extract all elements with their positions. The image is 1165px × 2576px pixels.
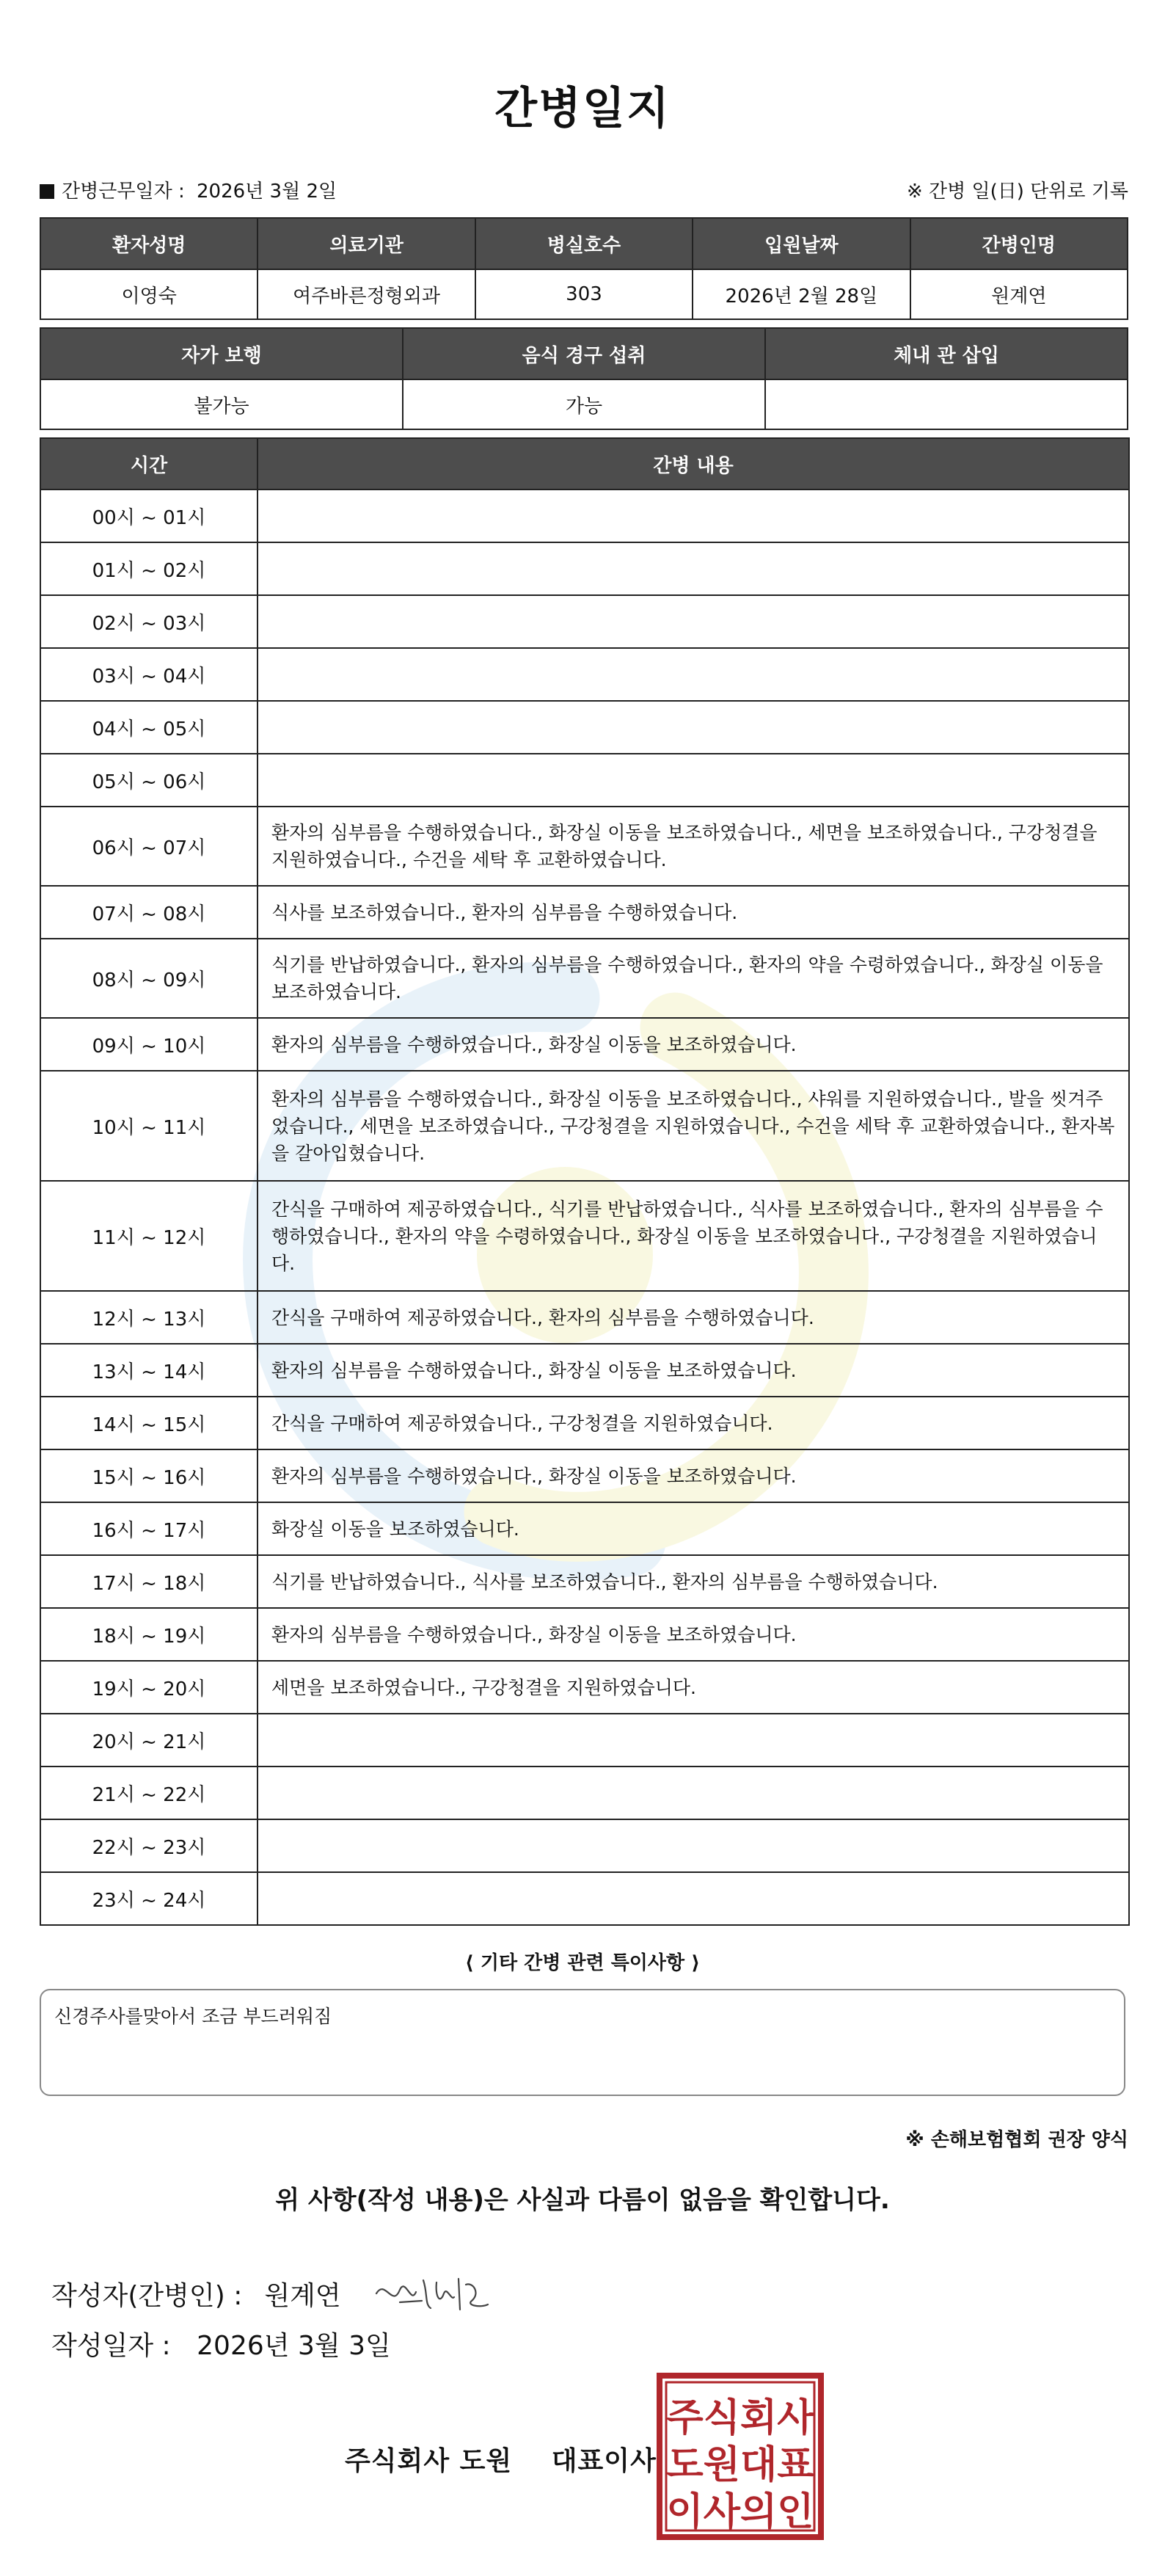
self-walking-value: 불가능	[40, 379, 403, 429]
care-log-content: 환자의 심부름을 수행하였습니다., 화장실 이동을 보조하였습니다.	[258, 1608, 1129, 1661]
header-caregiver-name: 간병인명	[910, 218, 1128, 269]
care-log-row	[40, 1291, 1129, 1344]
care-log-time: 05시 ~ 06시	[40, 754, 258, 807]
care-log-time: 15시 ~ 16시	[40, 1449, 258, 1502]
caregiver-name: 원계연	[910, 269, 1128, 319]
care-log-row	[40, 648, 1129, 701]
care-log-content: 간식을 구매하여 제공하였습니다., 구강청결을 지원하였습니다.	[258, 1397, 1129, 1449]
care-log-content: 환자의 심부름을 수행하였습니다., 화장실 이동을 보조하였습니다., 샤워를 지원하였습니다., 발을 씻겨주었습니다., 세면을 보조하였습니다., 구강청결을 지원하였습니다., 수건을 세탁 후 교환하였습니다., 환자복을 갈아입혔습니다.	[258, 1071, 1129, 1181]
room-number: 303	[475, 269, 693, 319]
company-line	[345, 2440, 657, 2478]
unit-note: ※ 간병 일(日) 단위로 기록	[906, 180, 1128, 203]
care-log-time: 04시 ~ 05시	[40, 701, 258, 754]
care-log-row	[40, 886, 1129, 939]
care-log-row	[40, 1449, 1129, 1502]
header-hospital: 의료기관	[258, 218, 475, 269]
care-log-row	[40, 939, 1129, 1018]
care-log-content: 식사를 보조하였습니다., 환자의 심부름을 수행하였습니다.	[258, 886, 1129, 939]
care-log-content: 환자의 심부름을 수행하였습니다., 화장실 이동을 보조하였습니다., 세면을 보조하였습니다., 구강청결을 지원하였습니다., 수건을 세탁 후 교환하였습니다.	[258, 807, 1129, 886]
special-notes-title: ⟨ 기타 간병 관련 특이사항 ⟩	[464, 1952, 701, 1974]
written-date-label: 작성일자 :	[51, 2331, 171, 2361]
written-date-line	[51, 2325, 391, 2362]
care-log-time: 09시 ~ 10시	[40, 1018, 258, 1071]
care-log-content	[258, 1819, 1129, 1872]
care-log-time: 13시 ~ 14시	[40, 1344, 258, 1397]
care-log-time: 01시 ~ 02시	[40, 542, 258, 595]
patient-name: 이영숙	[40, 269, 258, 319]
care-log-row	[40, 595, 1129, 648]
care-log-time: 08시 ~ 09시	[40, 939, 258, 1018]
care-log-content	[258, 701, 1129, 754]
care-log-row	[40, 1181, 1129, 1291]
care-log-time: 18시 ~ 19시	[40, 1608, 258, 1661]
writer-label: 작성자(간병인) :	[51, 2280, 243, 2311]
company-ceo-title: 대표이사	[551, 2446, 657, 2476]
care-log-time: 19시 ~ 20시	[40, 1661, 258, 1714]
care-log-content: 환자의 심부름을 수행하였습니다., 화장실 이동을 보조하였습니다.	[258, 1018, 1129, 1071]
care-log-table	[40, 437, 1130, 1926]
care-log-content	[258, 754, 1129, 807]
care-log-content	[258, 1872, 1129, 1925]
care-log-content	[258, 1714, 1129, 1767]
square-bullet-icon	[40, 184, 54, 199]
care-log-content: 간식을 구매하여 제공하였습니다., 환자의 심부름을 수행하였습니다.	[258, 1291, 1129, 1344]
care-log-time: 20시 ~ 21시	[40, 1714, 258, 1767]
care-log-time: 02시 ~ 03시	[40, 595, 258, 648]
care-log-time: 00시 ~ 01시	[40, 490, 258, 542]
hospital: 여주바른정형외과	[258, 269, 475, 319]
tube-insertion-value	[765, 379, 1128, 429]
care-log-row	[40, 807, 1129, 886]
care-log-time: 12시 ~ 13시	[40, 1291, 258, 1344]
care-log-content: 환자의 심부름을 수행하였습니다., 화장실 이동을 보조하였습니다.	[258, 1344, 1129, 1397]
admission-date: 2026년 2월 28일	[693, 269, 910, 319]
work-date	[40, 176, 337, 203]
care-log-time: 11시 ~ 12시	[40, 1181, 258, 1291]
care-log-content	[258, 648, 1129, 701]
care-log-content: 식기를 반납하였습니다., 식사를 보조하였습니다., 환자의 심부름을 수행하였습니다.	[258, 1555, 1129, 1608]
care-log-row	[40, 490, 1129, 542]
care-log-content	[258, 595, 1129, 648]
care-log-time: 06시 ~ 07시	[40, 807, 258, 886]
patient-info-table	[40, 217, 1128, 320]
work-date-value: 2026년 3월 2일	[197, 180, 337, 203]
company-seal-icon	[656, 2372, 825, 2541]
care-log-time: 03시 ~ 04시	[40, 648, 258, 701]
meta-row	[40, 175, 1128, 204]
writer-line	[51, 2264, 495, 2323]
care-log-row	[40, 1819, 1129, 1872]
care-log-row	[40, 1872, 1129, 1925]
special-notes-box: 신경주사를맞아서 조금 부드러워짐	[40, 1989, 1125, 2096]
care-log-time: 07시 ~ 08시	[40, 886, 258, 939]
care-log-content: 화장실 이동을 보조하였습니다.	[258, 1502, 1129, 1555]
care-log-time: 17시 ~ 18시	[40, 1555, 258, 1608]
document-title: 간병일지	[494, 83, 671, 134]
care-log-time: 21시 ~ 22시	[40, 1767, 258, 1819]
care-log-row	[40, 542, 1129, 595]
care-log-body	[40, 490, 1129, 1925]
care-log-content: 세면을 보조하였습니다., 구강청결을 지원하였습니다.	[258, 1661, 1129, 1714]
written-date-value: 2026년 3월 3일	[197, 2331, 391, 2361]
header-self-walking: 자가 보행	[40, 328, 403, 379]
header-tube-insertion: 체내 관 삽입	[765, 328, 1128, 379]
care-log-row	[40, 1555, 1129, 1608]
care-log-content	[258, 1767, 1129, 1819]
svg-text:도원대표: 도원대표	[666, 2443, 814, 2487]
header-patient-name: 환자성명	[40, 218, 258, 269]
oral-intake-value: 가능	[403, 379, 765, 429]
care-log-row	[40, 701, 1129, 754]
confirmation-statement: 위 사항(작성 내용)은 사실과 다름이 없음을 확인합니다.	[275, 2186, 890, 2215]
care-log-time: 16시 ~ 17시	[40, 1502, 258, 1555]
work-date-label: 간병근무일자 :	[62, 180, 185, 203]
care-log-content	[258, 542, 1129, 595]
signature-icon	[370, 2264, 495, 2323]
care-log-content: 식기를 반납하였습니다., 환자의 심부름을 수행하였습니다., 환자의 약을 수령하였습니다., 화장실 이동을 보조하였습니다.	[258, 939, 1129, 1018]
care-log-time: 14시 ~ 15시	[40, 1397, 258, 1449]
recommendation-note: ※ 손해보험협회 권장 양식	[905, 2129, 1128, 2151]
care-log-row	[40, 1397, 1129, 1449]
care-log-row	[40, 1071, 1129, 1181]
care-log-row	[40, 754, 1129, 807]
care-log-time: 23시 ~ 24시	[40, 1872, 258, 1925]
care-log-row	[40, 1018, 1129, 1071]
svg-text:주식회사: 주식회사	[666, 2396, 814, 2440]
care-log-row	[40, 1767, 1129, 1819]
care-log-content	[258, 490, 1129, 542]
care-log-row	[40, 1714, 1129, 1767]
header-time: 시간	[40, 438, 258, 490]
svg-text:이사의인: 이사의인	[666, 2490, 814, 2534]
care-log-row	[40, 1661, 1129, 1714]
care-log-content: 간식을 구매하여 제공하였습니다., 식기를 반납하였습니다., 식사를 보조하였습니다., 환자의 심부름을 수행하였습니다., 환자의 약을 수령하였습니다., 화장실 이동을 보조하였습니다., 구강청결을 지원하였습니다.	[258, 1181, 1129, 1291]
header-room: 병실호수	[475, 218, 693, 269]
care-log-time: 22시 ~ 23시	[40, 1819, 258, 1872]
company-name: 주식회사 도원	[345, 2446, 513, 2476]
care-log-content: 환자의 심부름을 수행하였습니다., 화장실 이동을 보조하였습니다.	[258, 1449, 1129, 1502]
care-log-row	[40, 1344, 1129, 1397]
header-care-content: 간병 내용	[258, 438, 1129, 490]
care-log-time: 10시 ~ 11시	[40, 1071, 258, 1181]
patient-status-table	[40, 327, 1128, 430]
writer-name: 원계연	[264, 2280, 341, 2311]
header-oral-intake: 음식 경구 섭취	[403, 328, 765, 379]
care-log-row	[40, 1502, 1129, 1555]
header-admission-date: 입원날짜	[693, 218, 910, 269]
care-log-row	[40, 1608, 1129, 1661]
